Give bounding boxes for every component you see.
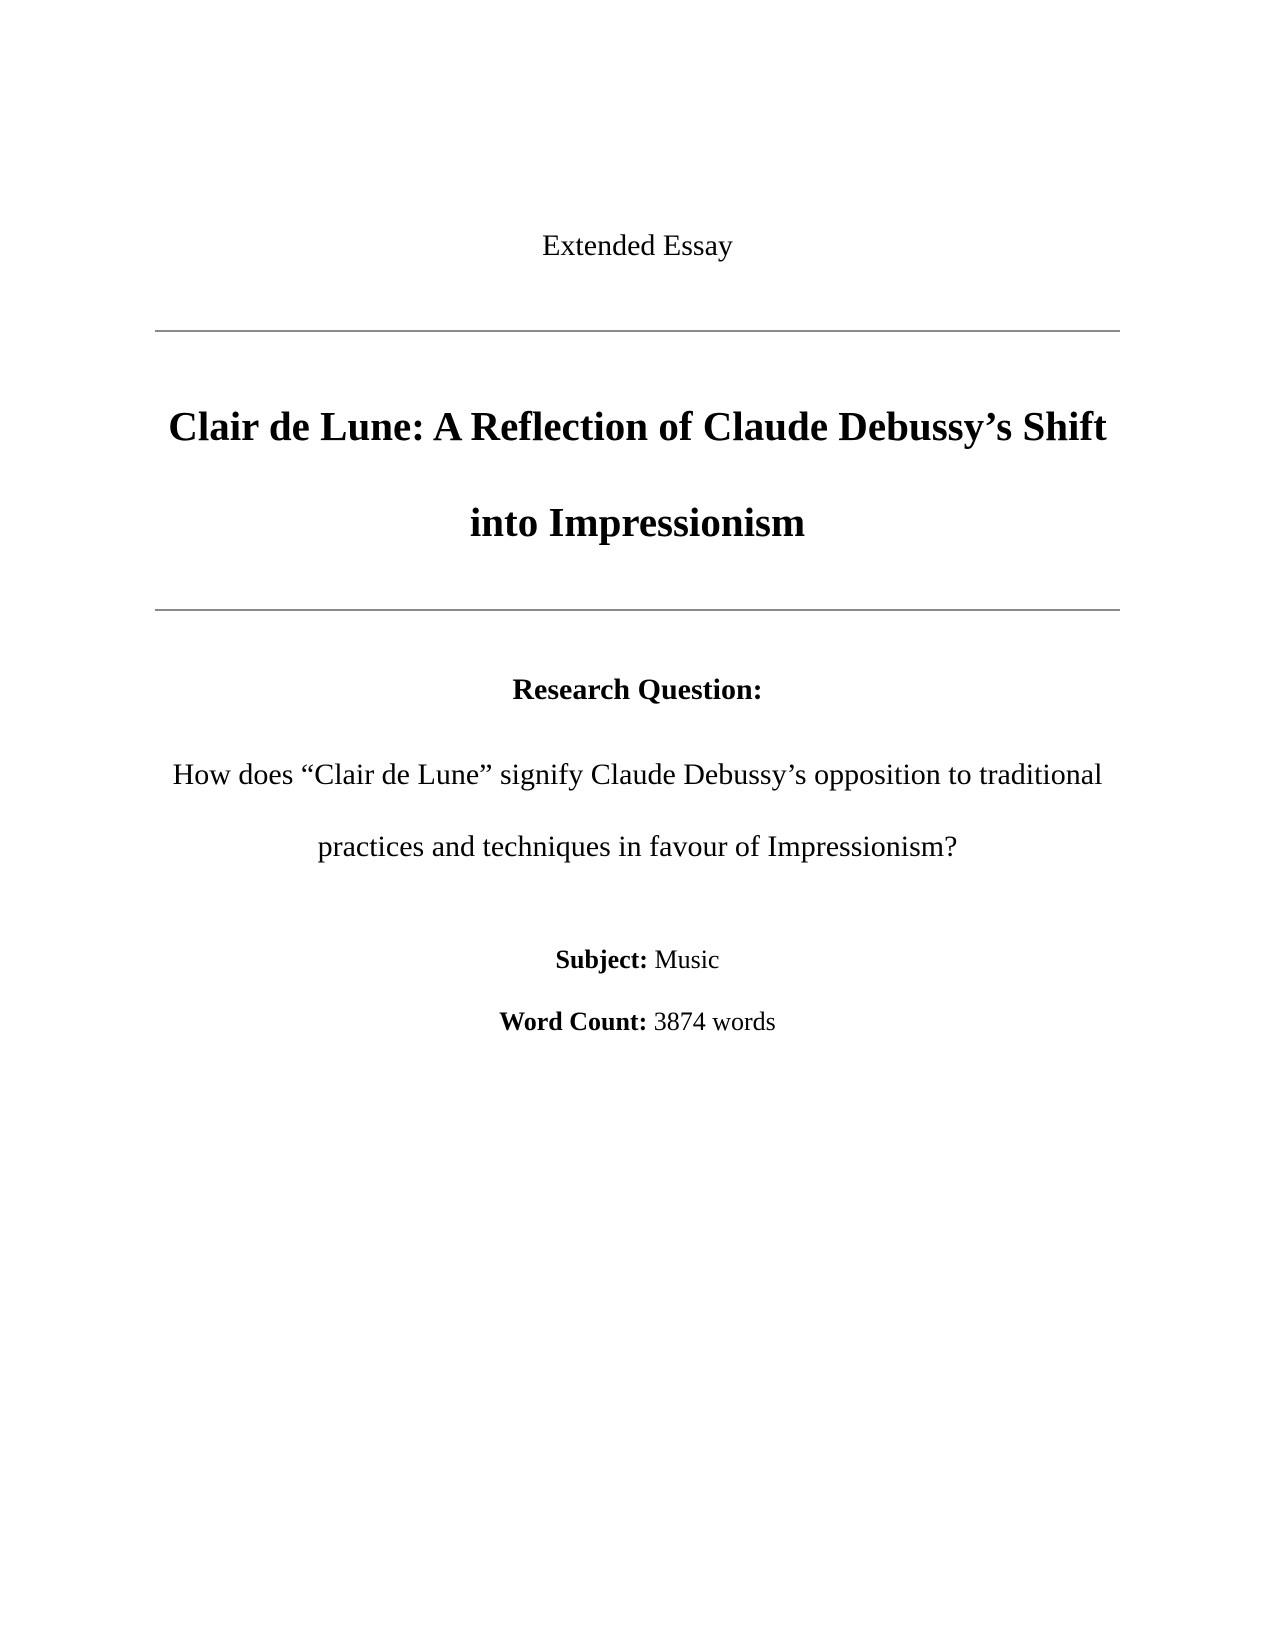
essay-type-label: Extended Essay [542, 229, 733, 262]
essay-title [140, 378, 1135, 570]
subject-label: Subject: [555, 945, 648, 974]
research-question-text [140, 739, 1135, 883]
essay-title-line-2: into Impressionism [469, 499, 806, 545]
essay-title-line-1: Clair de Lune: A Reflection of Claude Debussy’s Shift [168, 403, 1107, 449]
word-count-label: Word Count: [499, 1007, 648, 1036]
subject-value: Music [654, 945, 720, 974]
word-count-value: 3874 words [653, 1007, 776, 1036]
word-count-line [0, 1005, 1275, 1039]
research-question-line-1: How does “Clair de Lune” signify Claude Debussy’s opposition to traditional [172, 758, 1103, 791]
top-divider [155, 330, 1120, 332]
research-question-line-2: practices and techniques in favour of Impressionism? [317, 830, 958, 863]
subject-line [0, 943, 1275, 977]
bottom-divider [155, 609, 1120, 611]
research-question-heading: Research Question: [512, 673, 763, 706]
